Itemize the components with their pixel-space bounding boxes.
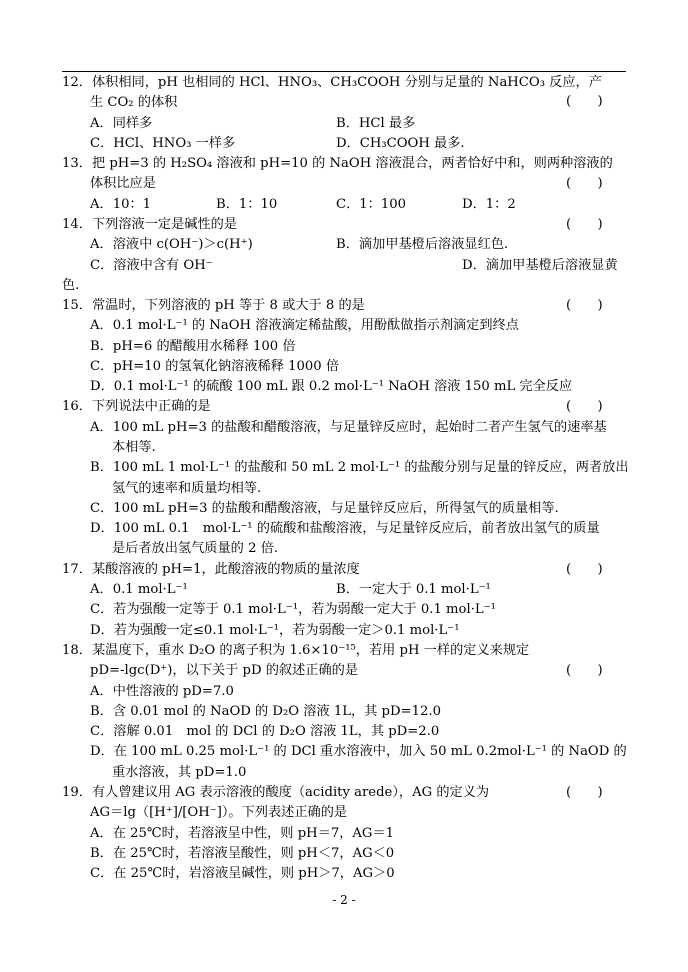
q19-option-c: C．在 25℃时，岩溶液呈碱性，则 pH＞7，AG＞0 xyxy=(90,866,395,881)
q14-option-d-wrap: 色. xyxy=(62,278,80,293)
q18-stem-line-2: pD=-lgc(D⁺)，以下关于 pD 的叙述正确的是 xyxy=(90,663,359,678)
q16-option-c: C．100 mL pH=3 的盐酸和醋酸溶液，与足量锌反应后，所得氢气的质量相等. xyxy=(90,501,559,516)
q19-option-a: A．在 25℃时，若溶液呈中性，则 pH＝7，AG＝1 xyxy=(90,826,395,841)
q13-option-a: A．10：1 xyxy=(90,197,152,212)
q12-stem-line-2: 生 CO₂ 的体积 xyxy=(90,95,178,110)
q12-option-c: C．HCl、HNO₃ 一样多 xyxy=(90,136,236,151)
q16-option-b-line-1: B．100 mL 1 mol·L⁻¹ 的盐酸和 50 mL 2 mol·L⁻¹ 的盐酸分别与足量的锌反应，两者放出 xyxy=(90,460,629,475)
q17-option-b: B．一定大于 0.1 mol·L⁻¹ xyxy=(336,582,491,597)
q12-stem-line-1: 12．体积相同，pH 也相同的 HCl、HNO₃、CH₃COOH 分别与足量的 NaHCO₃ 反应，产 xyxy=(62,75,602,90)
q12-option-d: D．CH₃COOH 最多. xyxy=(336,136,465,151)
q14-option-b: B．滴加甲基橙后溶液显红色. xyxy=(336,237,509,252)
q16-option-a-line-2: 本相等. xyxy=(112,440,156,455)
q13-stem-line-2: 体积比应是 xyxy=(90,176,156,191)
q14-option-d: D．滴加甲基橙后溶液显黄 xyxy=(462,258,618,273)
q12-option-b: B．HCl 最多 xyxy=(336,116,416,131)
q18-option-d-line-2: 重水溶液，其 pD=1.0 xyxy=(112,765,247,780)
q18-stem-line-1: 18．某温度下，重水 D₂O 的离子积为 1.6×10⁻¹⁵，若用 pH 一样的定义来规定 xyxy=(62,643,530,658)
q16-stem: 16．下列说法中正确的是 xyxy=(62,399,211,414)
q18-option-a: A．中性溶液的 pD=7.0 xyxy=(90,684,234,699)
q15-option-a: A．0.1 mol·L⁻¹ 的 NaOH 溶液滴定稀盐酸，用酚酞做指示剂滴定到终点 xyxy=(90,318,519,333)
q17-option-c: C．若为强酸一定等于 0.1 mol·L⁻¹，若为弱酸一定大于 0.1 mol·L⁻¹ xyxy=(90,602,496,617)
q16-option-a-line-1: A．100 mL pH=3 的盐酸和醋酸溶液，与足量锌反应时，起始时二者产生氢气的速率基 xyxy=(90,420,607,435)
q15-option-d: D．0.1 mol·L⁻¹ 的硫酸 100 mL 跟 0.2 mol·L⁻¹ NaOH 溶液 150 mL 完全反应 xyxy=(90,379,573,394)
q14-option-c: C．溶液中含有 OH⁻ xyxy=(90,258,213,273)
q14-answer-blank[interactable]: ( ) xyxy=(566,217,603,232)
q18-option-c: C．溶解 0.01 mol 的 DCl 的 D₂O 溶液 1L，其 pD=2.0 xyxy=(90,724,440,739)
q13-option-d: D．1：2 xyxy=(462,197,516,212)
q19-option-b: B．在 25℃时，若溶液呈酸性，则 pH＜7，AG＜0 xyxy=(90,846,395,861)
page-number: - 2 - xyxy=(332,893,356,907)
q16-answer-blank[interactable]: ( ) xyxy=(566,399,603,414)
q16-option-d-line-2: 是后者放出氢气质量的 2 倍. xyxy=(112,541,279,556)
q19-stem-line-2: AG＝lg（[H⁺]/[OH⁻]）。下列表述正确的是 xyxy=(90,805,348,820)
q12-option-a: A．同样多 xyxy=(90,116,153,131)
q15-option-b: B．pH=6 的醋酸用水稀释 100 倍 xyxy=(90,339,296,354)
q13-answer-blank[interactable]: ( ) xyxy=(566,176,603,191)
q17-stem: 17．某酸溶液的 pH=1，此酸溶液的物质的量浓度 xyxy=(62,562,360,577)
q13-stem-line-1: 13．把 pH=3 的 H₂SO₄ 溶液和 pH=10 的 NaOH 溶液混合，两者恰好中和，则两种溶液的 xyxy=(62,156,613,171)
q17-option-a: A．0.1 mol·L⁻¹ xyxy=(90,582,188,597)
q16-option-d-line-1: D．100 mL 0.1 mol·L⁻¹ 的硫酸和盐酸溶液，与足量锌反应后，前者放出氢气的质量 xyxy=(90,521,600,536)
q15-option-c: C．pH=10 的氢氧化钠溶液稀释 1000 倍 xyxy=(90,359,340,374)
header-rule xyxy=(62,71,626,72)
q17-answer-blank[interactable]: ( ) xyxy=(566,562,603,577)
q17-option-d: D．若为强酸一定≤0.1 mol·L⁻¹，若为弱酸一定＞0.1 mol·L⁻¹ xyxy=(90,623,460,638)
q18-option-b: B．含 0.01 mol 的 NaOD 的 D₂O 溶液 1L，其 pD=12.0 xyxy=(90,704,441,719)
q18-option-d-line-1: D．在 100 mL 0.25 mol·L⁻¹ 的 DCl 重水溶液中，加入 50 mL 0.2mol·L⁻¹ 的 NaOD 的 xyxy=(90,744,627,759)
q15-answer-blank[interactable]: ( ) xyxy=(566,298,603,313)
q13-option-c: C．1：100 xyxy=(336,197,407,212)
q16-option-b-line-2: 氢气的速率和质量均相等. xyxy=(112,481,262,496)
q19-stem-line-1: 19．有人曾建议用 AG 表示溶液的酸度（acidity arede），AG 的定义为 xyxy=(62,785,490,800)
q13-option-b: B．1：10 xyxy=(216,197,278,212)
q12-answer-blank[interactable]: ( ) xyxy=(566,94,603,109)
q19-answer-blank[interactable]: ( ) xyxy=(566,785,603,800)
q18-answer-blank[interactable]: ( ) xyxy=(566,663,603,678)
q14-option-a: A．溶液中 c(OH⁻)＞c(H⁺) xyxy=(90,237,253,252)
q15-stem: 15．常温时，下列溶液的 pH 等于 8 或大于 8 的是 xyxy=(62,298,365,313)
q14-stem: 14．下列溶液一定是碱性的是 xyxy=(62,217,238,232)
